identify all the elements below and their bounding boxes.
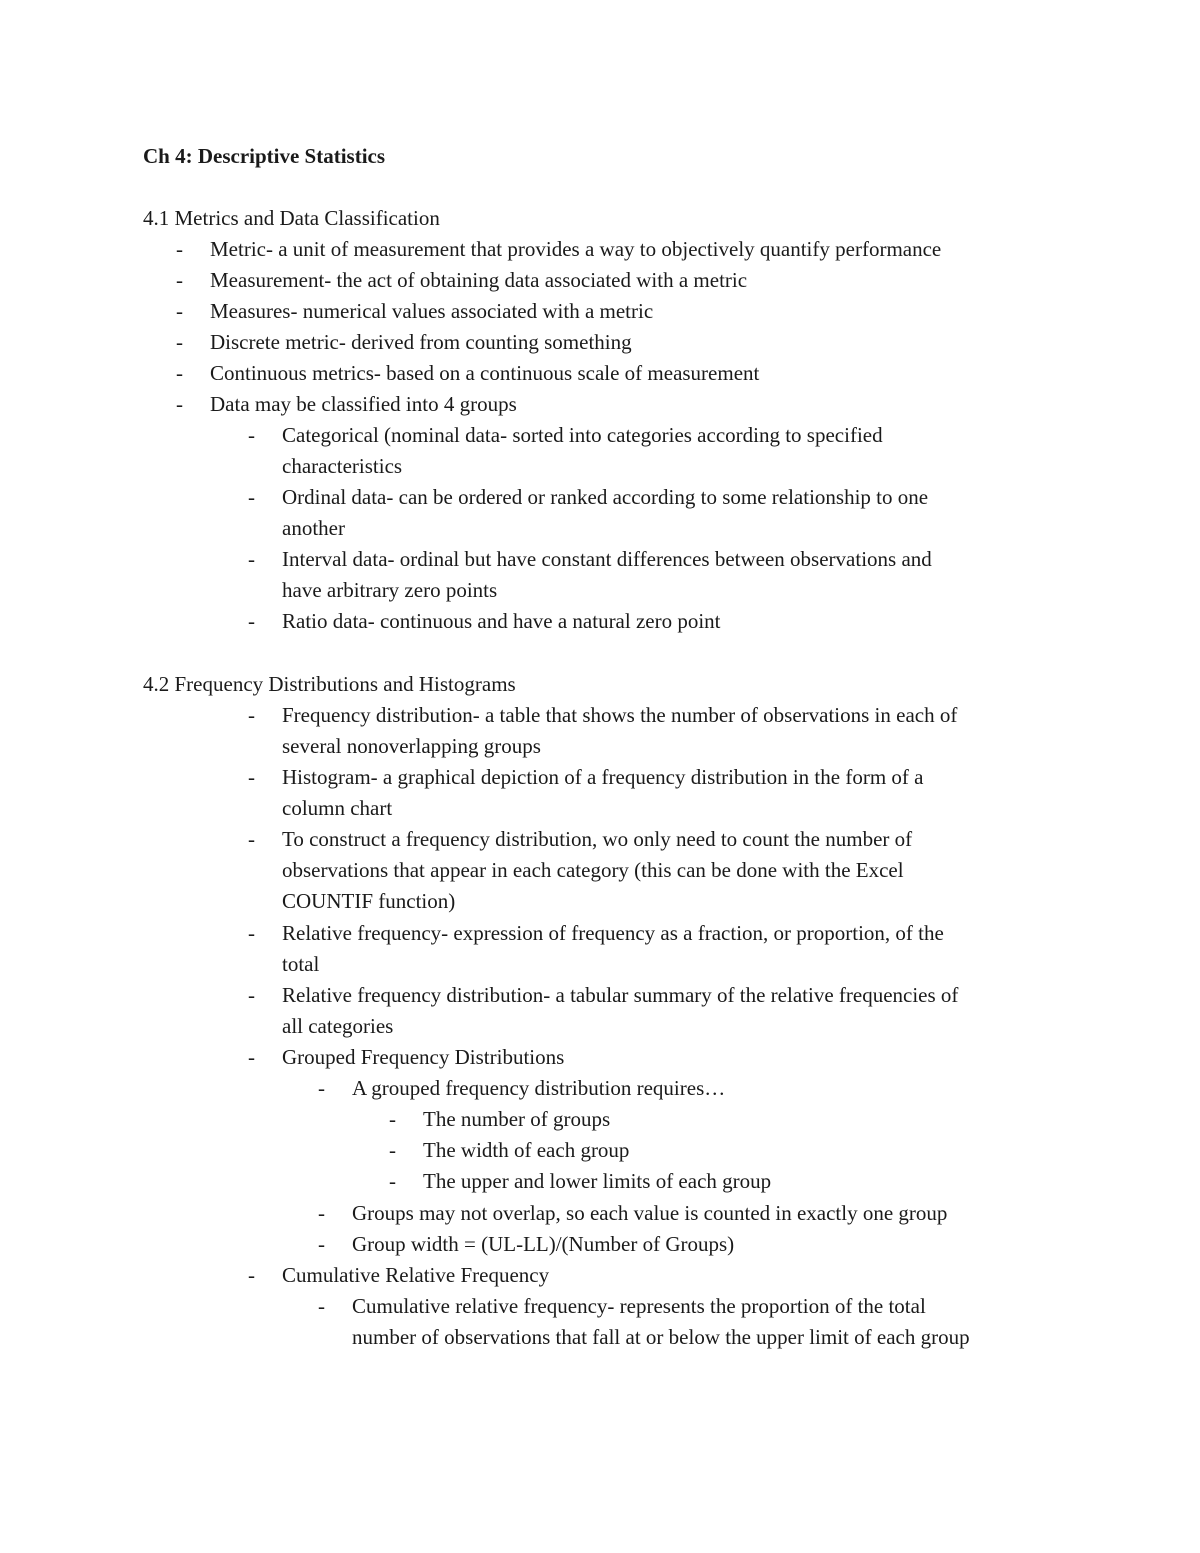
bullet-dash: - bbox=[248, 609, 255, 633]
list-item-text: Data may be classified into 4 groups bbox=[210, 392, 517, 416]
list-item-text-continued: observations that appear in each category (this can be done with the Excel bbox=[282, 858, 904, 882]
list-item-text: Histogram- a graphical depiction of a frequency distribution in the form of a bbox=[282, 765, 924, 789]
list-item-text-continued: all categories bbox=[282, 1014, 394, 1038]
list-item-text: The number of groups bbox=[423, 1107, 611, 1131]
bullet-dash: - bbox=[176, 330, 183, 354]
bullet-dash: - bbox=[248, 765, 255, 789]
bullet-dash: - bbox=[248, 921, 255, 945]
bullet-dash: - bbox=[318, 1201, 325, 1225]
bullet-dash: - bbox=[248, 1263, 255, 1287]
list-item-text: Discrete metric- derived from counting something bbox=[210, 330, 632, 354]
bullet-dash: - bbox=[248, 1045, 255, 1069]
section-heading-4-1: 4.1 Metrics and Data Classification bbox=[143, 206, 440, 230]
bullet-dash: - bbox=[176, 237, 183, 261]
list-item-text: Measures- numerical values associated with a metric bbox=[210, 299, 654, 323]
list-item-text-continued: have arbitrary zero points bbox=[282, 578, 498, 602]
list-item-text: Interval data- ordinal but have constant differences between observations and bbox=[282, 547, 932, 571]
list-item-text: Cumulative Relative Frequency bbox=[282, 1263, 550, 1287]
list-item-text: Cumulative relative frequency- represents the proportion of the total bbox=[352, 1294, 926, 1318]
list-item-text-continued: characteristics bbox=[282, 454, 403, 478]
bullet-dash: - bbox=[248, 827, 255, 851]
list-item-text: To construct a frequency distribution, wo only need to count the number of bbox=[282, 827, 913, 851]
bullet-dash: - bbox=[248, 423, 255, 447]
list-item-text: Ordinal data- can be ordered or ranked according to some relationship to one bbox=[282, 485, 929, 509]
list-item-text-continued: number of observations that fall at or below the upper limit of each group bbox=[352, 1325, 970, 1349]
list-item-text: Relative frequency distribution- a tabular summary of the relative frequencies of bbox=[282, 983, 959, 1007]
list-item-text-continued: total bbox=[282, 952, 320, 976]
list-item-text: Measurement- the act of obtaining data associated with a metric bbox=[210, 268, 748, 292]
list-item-text: Group width = (UL-LL)/(Number of Groups) bbox=[352, 1232, 735, 1256]
list-item-text: Groups may not overlap, so each value is counted in exactly one group bbox=[352, 1201, 948, 1225]
list-item-text: Grouped Frequency Distributions bbox=[282, 1045, 565, 1069]
list-item-text: Ratio data- continuous and have a natural zero point bbox=[282, 609, 721, 633]
bullet-dash: - bbox=[389, 1169, 396, 1193]
list-item-text: Metric- a unit of measurement that provides a way to objectively quantify performance bbox=[210, 237, 942, 261]
list-item-text: The width of each group bbox=[423, 1138, 630, 1162]
bullet-dash: - bbox=[248, 983, 255, 1007]
bullet-dash: - bbox=[389, 1138, 396, 1162]
list-item-text-continued: several nonoverlapping groups bbox=[282, 734, 541, 758]
list-item-text: Relative frequency- expression of frequency as a fraction, or proportion, of the bbox=[282, 921, 944, 945]
bullet-dash: - bbox=[389, 1107, 396, 1131]
section-heading-4-2: 4.2 Frequency Distributions and Histograms bbox=[143, 672, 516, 696]
bullet-dash: - bbox=[176, 361, 183, 385]
bullet-dash: - bbox=[318, 1232, 325, 1256]
list-item-text-continued: COUNTIF function) bbox=[282, 889, 456, 913]
bullet-dash: - bbox=[248, 485, 255, 509]
list-item-text: Continuous metrics- based on a continuous scale of measurement bbox=[210, 361, 760, 385]
bullet-dash: - bbox=[176, 268, 183, 292]
bullet-dash: - bbox=[248, 547, 255, 571]
document-title: Ch 4: Descriptive Statistics bbox=[143, 144, 386, 168]
list-item-text-continued: column chart bbox=[282, 796, 393, 820]
bullet-dash: - bbox=[318, 1294, 325, 1318]
bullet-dash: - bbox=[318, 1076, 325, 1100]
list-item-text: The upper and lower limits of each group bbox=[423, 1169, 772, 1193]
list-item-text-continued: another bbox=[282, 516, 345, 540]
bullet-dash: - bbox=[176, 299, 183, 323]
list-item-text: A grouped frequency distribution requires… bbox=[352, 1076, 726, 1100]
list-item-text: Frequency distribution- a table that shows the number of observations in each of bbox=[282, 703, 958, 727]
bullet-dash: - bbox=[248, 703, 255, 727]
list-item-text: Categorical (nominal data- sorted into categories according to specified bbox=[282, 423, 883, 447]
bullet-dash: - bbox=[176, 392, 183, 416]
